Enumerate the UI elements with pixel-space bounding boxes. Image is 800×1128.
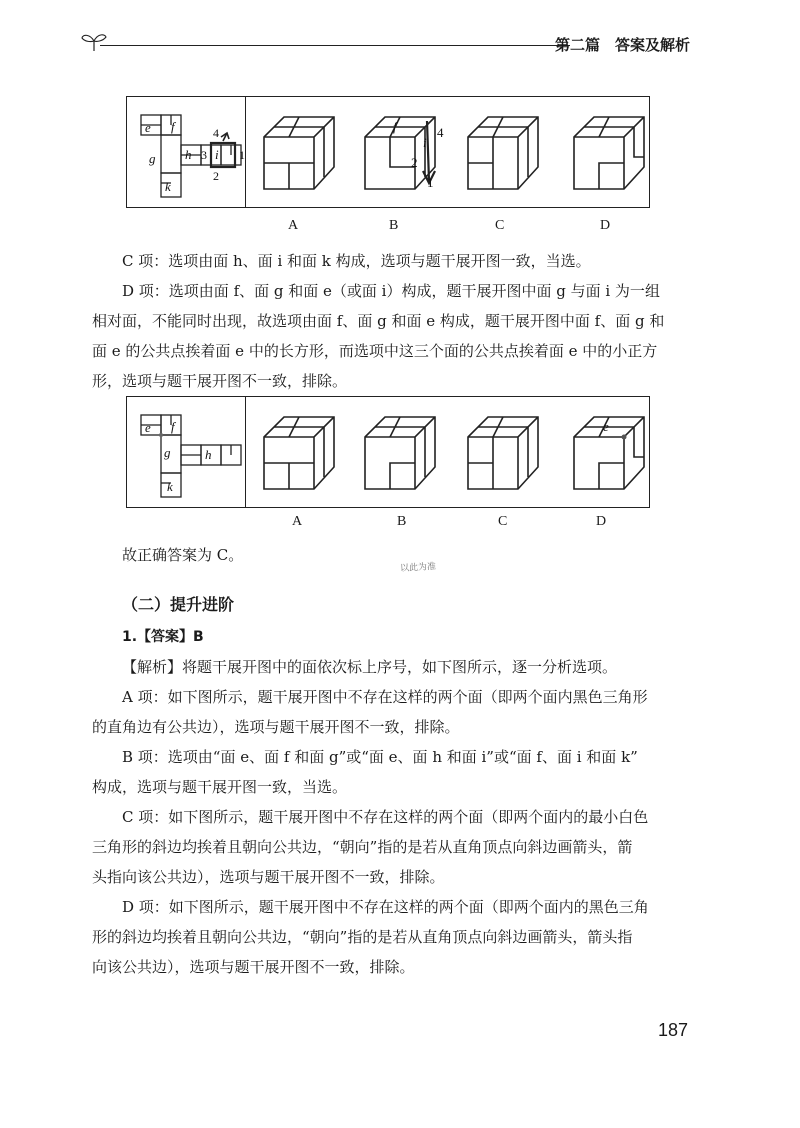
net-label-f: f [171,119,175,134]
figure-1 [126,96,650,208]
net2-label-h: h [205,447,212,462]
cube-c [468,117,538,189]
analysis-line-6: C 项：如下图所示，题干展开图中不存在这样的两个面（即两个面内的最小白色 [122,808,649,826]
page-number: 187 [657,1020,688,1040]
d-item-line-3: 面 e 的公共点挨着面 e 中的长方形，而选项中这三个面的公共点挨着面 e 中的小正方 [92,342,658,360]
cube-b [365,117,435,189]
figure-2-option-b: B [397,514,407,529]
net-diagram-2 [141,415,241,497]
net-label-i: i [215,147,219,162]
cube2-b [365,417,435,489]
option-b-label-i: i [423,135,427,150]
figure-2 [126,396,650,508]
figure-1-option-d: D [600,218,611,233]
cube-d [574,117,644,189]
conclusion [92,540,692,570]
net2-label-k: k [167,479,173,494]
net-label-g: g [149,151,156,166]
option-cubes [264,117,644,189]
analysis-line-11: 向该公共边），选项与题干展开图不一致，排除。 [92,958,415,976]
option-cubes-2 [264,417,644,489]
cube2-c [468,417,538,489]
analysis-line-2: A 项：如下图所示，题干展开图中不存在这样的两个面（即两个面内黑色三角形 [122,688,648,706]
figure-2-option-d: D [596,514,607,529]
option-b-label-f-top: f [393,119,397,134]
figure-2-option-a: A [292,514,303,529]
net2-label-e: e [145,420,151,435]
option-d-label-e: e [603,419,609,434]
cube-a [264,117,334,189]
net2-label-g: g [164,445,171,460]
analysis-line-8: 头指向该公共边），选项与题干展开图不一致，排除。 [92,868,445,886]
analysis-line-1: 【解析】将题干展开图中的面依次标上序号，如下图所示，逐一分析选项。 [122,658,618,676]
option-b-label-4: 4 [437,125,444,140]
net-number-1: 1 [239,148,245,162]
cube2-d [574,417,644,489]
d-item-line-4: 形，选项与题干展开图不一致，排除。 [92,372,348,390]
section-content [92,622,692,982]
analysis-line-9: D 项：如下图所示，题干展开图中不存在这样的两个面（即两个面内的黑色三角 [122,898,649,916]
header-title: 第二篇 答案及解析 [554,36,690,54]
d-item-line-2: 相对面，不能同时出现，故选项由面 f、面 g 和面 e 构成，题干展开图中面 f、面 g 和 [92,312,665,330]
conclusion-text: 故正确答案为 C。 [122,546,244,564]
handwritten-note: 以此为准 [399,562,437,574]
net-number-2: 2 [213,169,219,183]
net-number-3: 3 [201,148,207,162]
figure-2-drawing [127,397,651,509]
figure-1-option-b: B [389,218,399,233]
figure-1-option-c: C [495,218,505,233]
net-label-e: e [145,120,151,135]
option-b-label-2: 2 [411,155,418,170]
header-rule [100,45,570,46]
analysis-line-7: 三角形的斜边均挨着且朝向公共边，“朝向”指的是若从直角顶点向斜边画箭头，箭 [92,838,633,856]
figure-1-drawing [127,97,651,209]
section-heading: （二）提升进阶 [122,595,235,614]
option-b-label-1: 1 [427,175,434,190]
net2-label-f: f [171,419,175,434]
analysis-line-10: 形的斜边均挨着且朝向公共边，“朝向”指的是若从直角顶点向斜边画箭头，箭头指 [92,928,633,946]
analysis-line-5: 构成，选项与题干展开图一致，当选。 [92,778,348,796]
net-number-4: 4 [213,126,219,140]
d-item-line-1: D 项：选项由面 f、面 g 和面 e（或面 i）构成，题干展开图中面 g 与面 i 为一组 [122,282,660,300]
figure-1-option-a: A [288,218,299,233]
cube2-a [264,417,334,489]
net-label-h: h [185,147,192,162]
sprout-icon [80,30,108,52]
page-header [80,30,720,60]
c-item-paragraph: C 项：选项由面 h、面 i 和面 k 构成，选项与题干展开图一致，当选。 [122,252,591,270]
analysis-block-1 [92,246,692,396]
net-label-k: k [165,179,171,194]
figure-2-option-c: C [498,514,508,529]
analysis-line-4: B 项：选项由“面 e、面 f 和面 g”或“面 e、面 h 和面 i”或“面 f、面 i 和面 k” [122,748,638,766]
answer-line: 1.【答案】B [122,629,204,645]
analysis-line-3: 的直角边有公共边），选项与题干展开图不一致，排除。 [92,718,460,736]
